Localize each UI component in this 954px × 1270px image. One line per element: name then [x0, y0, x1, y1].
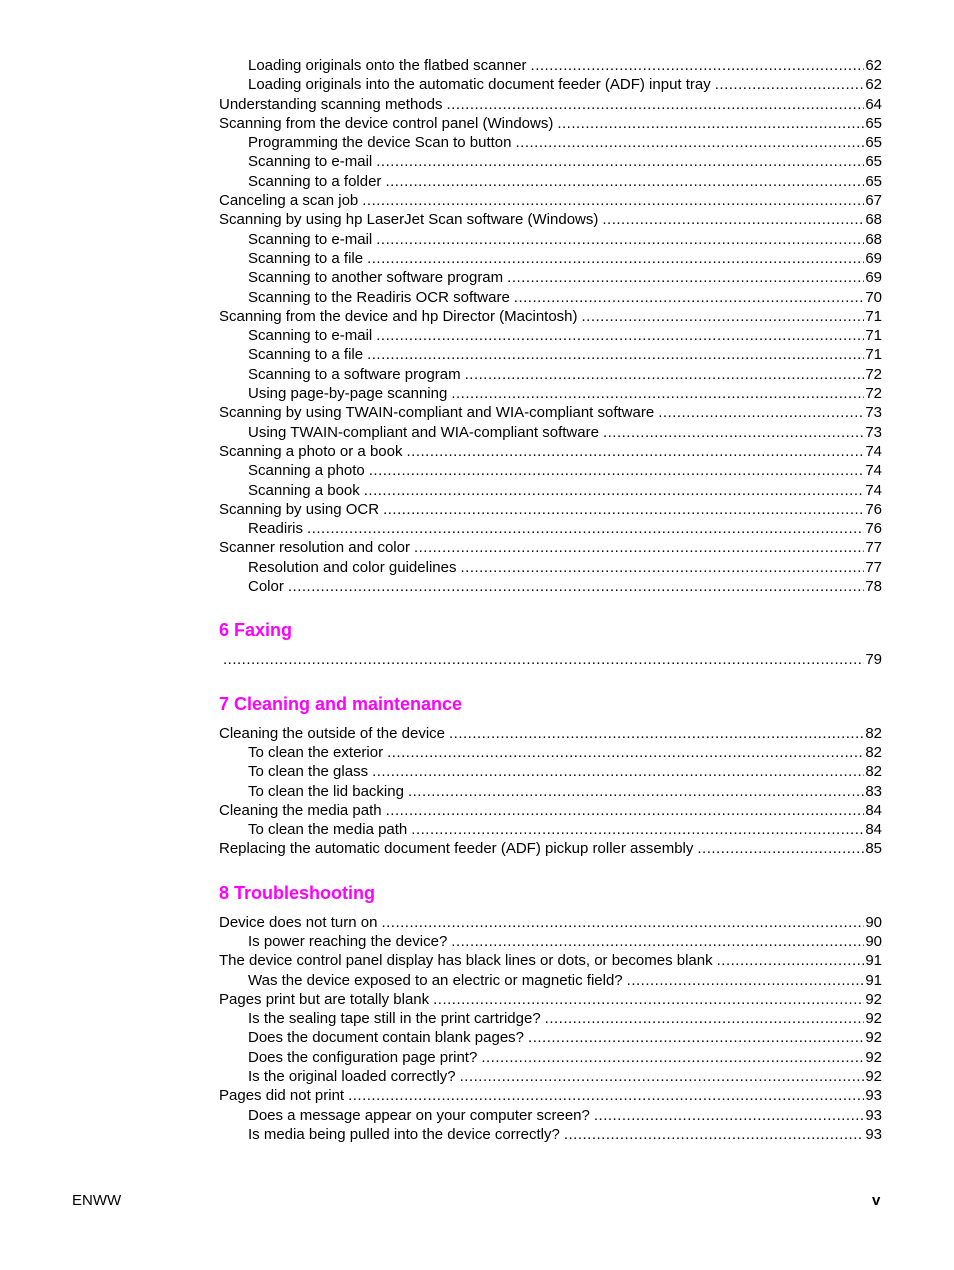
toc-subentry[interactable] — [219, 1106, 882, 1125]
toc-entry-title: Scanning from the device and hp Director (Macintosh) — [219, 307, 578, 325]
toc-subentry[interactable] — [219, 481, 882, 500]
toc-entry-page: 77 — [865, 539, 882, 557]
toc-subentry[interactable] — [219, 820, 882, 839]
toc-subentry[interactable] — [219, 782, 882, 801]
toc-entry-title: Scanning to a file — [248, 249, 364, 267]
toc-subentry[interactable] — [219, 743, 882, 762]
toc-entry-page: 70 — [865, 288, 882, 306]
toc-entry-page: 74 — [865, 462, 882, 480]
toc-entry-page: 93 — [865, 1087, 882, 1105]
dot-leader — [465, 365, 865, 384]
toc-entry-title: The device control panel display has black lines or dots, or becomes blank — [219, 952, 713, 970]
toc-entry-page: 74 — [865, 442, 882, 460]
toc-entry-page: 65 — [865, 114, 882, 132]
toc-subentry[interactable] — [219, 577, 882, 596]
toc-entry[interactable] — [219, 403, 882, 422]
dot-leader — [515, 133, 864, 152]
dot-leader — [376, 326, 864, 345]
toc-entry-title: Scanning a book — [248, 481, 360, 499]
toc-entry-title: Programming the device Scan to button — [248, 134, 512, 152]
dot-leader — [372, 762, 864, 781]
dot-leader — [376, 152, 864, 171]
toc-entry-title: Color — [248, 578, 284, 596]
toc-entry-page: 82 — [865, 743, 882, 761]
toc-entry-title: Loading originals onto the flatbed scanner — [248, 57, 527, 74]
dot-leader — [364, 481, 865, 500]
toc-subentry[interactable] — [219, 56, 882, 75]
toc-subentry[interactable] — [219, 519, 882, 538]
toc-entry-title: Scanning by using hp LaserJet Scan software (Windows) — [219, 211, 599, 229]
dot-leader — [602, 210, 864, 229]
toc-entry-title: Scanner resolution and color — [219, 539, 410, 557]
toc-entry-page: 93 — [865, 1125, 882, 1143]
toc-entry-page: 92 — [865, 1029, 882, 1047]
toc-entry-title: Does the configuration page print? — [248, 1048, 478, 1066]
toc-entry-page: 91 — [865, 952, 882, 970]
dot-leader — [507, 268, 864, 287]
dot-leader — [223, 650, 864, 669]
toc-entry-page: 71 — [865, 307, 882, 325]
dot-leader — [385, 172, 864, 191]
toc-entry-page: 92 — [865, 1048, 882, 1066]
toc-entry-title: Scanning to a file — [248, 346, 364, 364]
toc-subentry[interactable] — [219, 423, 882, 442]
toc-entry-page: 73 — [865, 423, 882, 441]
toc-entry-page: 65 — [865, 134, 882, 152]
toc-entry-page: 84 — [865, 801, 882, 819]
toc-entry-title: Resolution and color guidelines — [248, 558, 457, 576]
toc-subentry[interactable] — [219, 365, 882, 384]
toc-entry-page: 90 — [865, 913, 882, 931]
dot-leader — [545, 1009, 865, 1028]
toc-entry-page: 82 — [865, 763, 882, 781]
toc-entry-title: Using TWAIN-compliant and WIA-compliant software — [248, 423, 599, 441]
toc-entry[interactable] — [219, 724, 882, 743]
page-number: v — [872, 1192, 881, 1209]
toc-entry-title: Scanning a photo — [248, 462, 365, 480]
toc-entry[interactable] — [219, 538, 882, 557]
toc-entry-title: To clean the glass — [248, 763, 369, 781]
toc-entry-page: 73 — [865, 404, 882, 422]
toc-entry-page: 64 — [865, 95, 882, 113]
toc-subentry[interactable] — [219, 133, 882, 152]
toc-entry-page: 72 — [865, 385, 882, 403]
dot-leader — [386, 801, 865, 820]
toc-entry-page: 82 — [865, 724, 882, 742]
toc-entry-title: Device does not turn on — [219, 913, 378, 931]
dot-leader — [603, 423, 864, 442]
toc-entry-page: 77 — [865, 558, 882, 576]
toc-entry-page: 85 — [865, 840, 882, 858]
toc-entry[interactable] — [219, 801, 882, 820]
toc-entry-title: Scanning by using TWAIN-compliant and WIA-compliant software — [219, 404, 655, 422]
dot-leader — [367, 345, 864, 364]
toc-subentry[interactable] — [219, 461, 882, 480]
toc-entry-page: 68 — [865, 211, 882, 229]
chapter-heading[interactable]: 6 Faxing — [219, 620, 293, 641]
toc-subentry[interactable] — [219, 75, 882, 94]
dot-leader — [582, 307, 865, 326]
toc-entry-title: Canceling a scan job — [219, 192, 359, 210]
toc-entry-title: Scanning a photo or a book — [219, 442, 403, 460]
dot-leader — [446, 95, 864, 114]
dot-leader — [697, 839, 864, 858]
dot-leader — [658, 403, 864, 422]
toc-subentry[interactable] — [219, 384, 882, 403]
dot-leader — [481, 1048, 864, 1067]
dot-leader — [594, 1106, 864, 1125]
toc-subentry[interactable] — [219, 172, 882, 191]
dot-leader — [717, 951, 865, 970]
toc-entry-page: 84 — [865, 821, 882, 839]
dot-leader — [367, 249, 864, 268]
toc-subentry[interactable] — [219, 326, 882, 345]
toc-entry-page: 67 — [865, 192, 882, 210]
toc-entry-title: Pages did not print — [219, 1087, 345, 1105]
toc-subentry[interactable] — [219, 1028, 882, 1047]
dot-leader — [307, 519, 864, 538]
footer-label: ENWW — [72, 1192, 122, 1209]
toc-entry-title: Scanning to another software program — [248, 269, 504, 287]
toc-entry-page: 78 — [865, 578, 882, 596]
dot-leader — [557, 114, 864, 133]
toc-subentry[interactable] — [219, 1067, 882, 1086]
toc-entry-page: 65 — [865, 153, 882, 171]
toc-entry-title: Replacing the automatic document feeder (ADF) pickup roller assembly — [219, 840, 694, 858]
dot-leader — [451, 932, 864, 951]
toc-subentry[interactable] — [219, 268, 882, 287]
toc-subentry[interactable] — [219, 762, 882, 781]
toc-entry-page: 65 — [865, 172, 882, 190]
toc-entry-title: Understanding scanning methods — [219, 95, 443, 113]
chapter-heading[interactable]: 7 Cleaning and maintenance — [219, 693, 463, 714]
toc-entry-title: To clean the exterior — [248, 743, 384, 761]
toc-entry-page: 90 — [865, 932, 882, 950]
toc-entry-page: 69 — [865, 269, 882, 287]
toc-subentry[interactable] — [219, 971, 882, 990]
toc-entry-title: Scanning by using OCR — [219, 500, 380, 518]
dot-leader — [362, 191, 864, 210]
dot-leader — [288, 577, 864, 596]
toc-entry-page: 71 — [865, 346, 882, 364]
dot-leader — [414, 538, 864, 557]
toc-entry[interactable] — [219, 191, 882, 210]
toc-entry-page: 83 — [865, 782, 882, 800]
toc-subentry[interactable] — [219, 345, 882, 364]
toc-subentry[interactable] — [219, 152, 882, 171]
toc-entry-title: Cleaning the outside of the device — [219, 724, 445, 742]
toc-entry[interactable] — [219, 913, 882, 932]
toc-entry-title: Readiris — [248, 520, 304, 538]
dot-leader — [627, 971, 865, 990]
toc-entry-title: Scanning to e-mail — [248, 327, 373, 345]
toc-entry[interactable] — [219, 210, 882, 229]
toc-subentry[interactable] — [219, 249, 882, 268]
toc-entry-title: Scanning to the Readiris OCR software — [248, 288, 510, 306]
toc-entry-title: Using page-by-page scanning — [248, 385, 448, 403]
dot-leader — [451, 384, 864, 403]
toc-entry-page: 72 — [865, 365, 882, 383]
toc-entry-title: Pages print but are totally blank — [219, 990, 430, 1008]
toc-entry-title: Loading originals into the automatic document feeder (ADF) input tray — [248, 76, 711, 94]
toc-subentry[interactable] — [219, 1009, 882, 1028]
toc-entry-page: 76 — [865, 520, 882, 538]
toc-entry-page: 92 — [865, 1010, 882, 1028]
toc-entry-page: 79 — [865, 651, 882, 669]
toc-entry[interactable] — [219, 307, 882, 326]
dot-leader — [411, 820, 864, 839]
toc-entry-title: Does the document contain blank pages? — [248, 1029, 525, 1047]
toc-entry-title: Scanning to a software program — [248, 365, 461, 383]
toc-entry-title: To clean the lid backing — [248, 782, 404, 800]
toc-entry[interactable] — [219, 990, 882, 1009]
dot-leader — [376, 230, 864, 249]
toc-subentry[interactable] — [219, 558, 882, 577]
dot-leader — [406, 442, 864, 461]
toc-entry-page: 71 — [865, 327, 882, 345]
dot-leader — [531, 56, 865, 75]
dot-leader — [433, 990, 864, 1009]
toc-entry[interactable] — [219, 442, 882, 461]
dot-leader — [369, 461, 865, 480]
toc-subentry[interactable] — [219, 288, 882, 307]
toc-entry-title: Scanning to a folder — [248, 172, 382, 190]
dot-leader — [460, 558, 864, 577]
dot-leader — [383, 500, 864, 519]
toc-entry-page: 62 — [865, 57, 882, 74]
toc-subentry[interactable] — [219, 932, 882, 951]
toc-entry-title: Scanning from the device control panel (Windows) — [219, 114, 554, 132]
toc-entry[interactable] — [219, 839, 882, 858]
toc-entry-page: 92 — [865, 990, 882, 1008]
toc-entry-page: 68 — [865, 230, 882, 248]
toc-entry-title: Scanning to e-mail — [248, 153, 373, 171]
toc-entry-title: Does a message appear on your computer screen? — [248, 1106, 590, 1124]
toc-subentry[interactable] — [219, 1048, 882, 1067]
dot-leader — [460, 1067, 865, 1086]
dot-leader — [449, 724, 864, 743]
toc-entry-title: Is media being pulled into the device correctly? — [248, 1125, 560, 1143]
toc-entry-page: 74 — [865, 481, 882, 499]
dot-leader — [564, 1125, 864, 1144]
toc-subentry[interactable] — [219, 1125, 882, 1144]
toc-entry-title: Scanning to e-mail — [248, 230, 373, 248]
toc-entry-page: 91 — [865, 971, 882, 989]
dot-leader — [715, 75, 865, 94]
toc-entry[interactable] — [219, 114, 882, 133]
dot-leader — [408, 782, 864, 801]
table-of-contents — [219, 56, 882, 1144]
toc-entry-title: Was the device exposed to an electric or magnetic field? — [248, 971, 623, 989]
toc-entry[interactable] — [219, 650, 882, 669]
toc-entry-title: Is the sealing tape still in the print cartridge? — [248, 1010, 541, 1028]
dot-leader — [528, 1028, 864, 1047]
toc-entry[interactable] — [219, 95, 882, 114]
toc-entry[interactable] — [219, 500, 882, 519]
toc-entry[interactable] — [219, 951, 882, 970]
toc-entry-title: Is power reaching the device? — [248, 932, 448, 950]
toc-entry-page: 93 — [865, 1106, 882, 1124]
toc-entry-page: 92 — [865, 1068, 882, 1086]
dot-leader — [514, 288, 865, 307]
toc-subentry[interactable] — [219, 230, 882, 249]
dot-leader — [348, 1086, 864, 1105]
toc-entry-title: Cleaning the media path — [219, 801, 382, 819]
toc-entry-title: To clean the media path — [248, 821, 408, 839]
toc-entry-page: 69 — [865, 249, 882, 267]
toc-entry-page: 76 — [865, 500, 882, 518]
toc-entry-title: Is the original loaded correctly? — [248, 1068, 456, 1086]
toc-entry[interactable] — [219, 1086, 882, 1105]
dot-leader — [387, 743, 864, 762]
toc-entry-page: 62 — [865, 76, 882, 94]
chapter-heading[interactable]: 8 Troubleshooting — [219, 882, 375, 903]
dot-leader — [381, 913, 864, 932]
